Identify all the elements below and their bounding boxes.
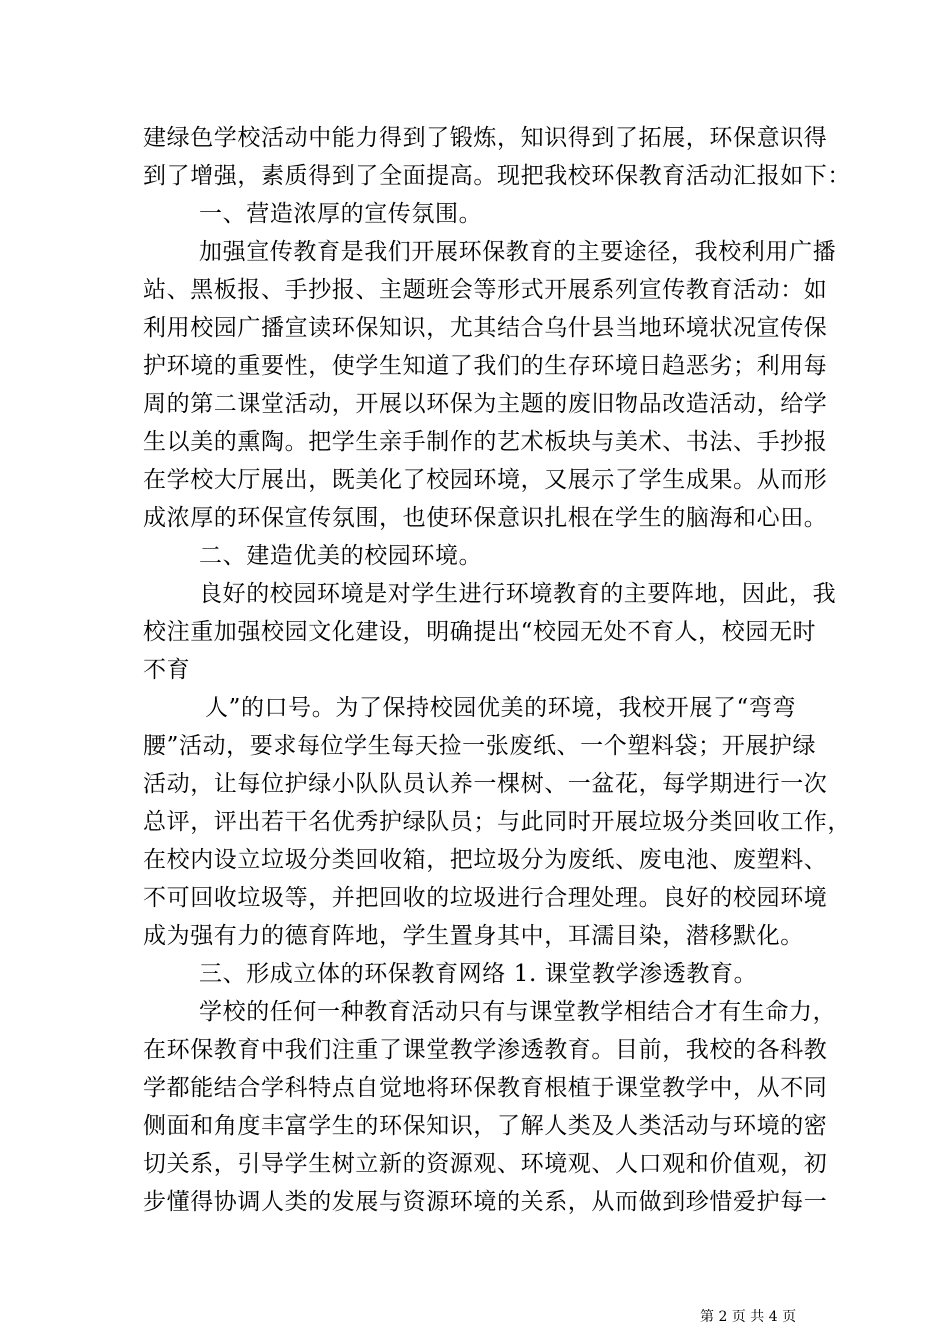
paragraph-line: 加强宣传教育是我们开展环保教育的主要途径，我校利用广播 bbox=[199, 239, 837, 265]
paragraph-line: 利用校园广播宣读环保知识，尤其结合乌什县当地环境状况宣传保 bbox=[143, 315, 828, 341]
paragraph-line: 不育 bbox=[143, 657, 191, 683]
paragraph-line: 侧面和角度丰富学生的环保知识，了解人类及人类活动与环境的密 bbox=[143, 1113, 828, 1139]
paragraph-line: 切关系，引导学生树立新的资源观、环境观、人口观和价值观，初 bbox=[143, 1151, 828, 1177]
section-heading: 一、营造浓厚的宣传氛围。 bbox=[199, 201, 483, 227]
paragraph-line: 站、黑板报、手抄报、主题班会等形式开展系列宣传教育活动：如 bbox=[143, 277, 828, 303]
paragraph-line: 生以美的熏陶。把学生亲手制作的艺术板块与美术、书法、手抄报 bbox=[143, 429, 828, 455]
paragraph-line: 在环保教育中我们注重了课堂教学渗透教育。目前，我校的各科教 bbox=[143, 1037, 828, 1063]
paragraph-line: 在学校大厅展出，既美化了校园环境，又展示了学生成果。从而形 bbox=[143, 467, 828, 493]
section-heading: 二、建造优美的校园环境。 bbox=[199, 543, 483, 569]
page-number: 第 2 页 共 4 页 bbox=[700, 1309, 797, 1325]
paragraph-line: 人”的口号。为了保持校园优美的环境，我校开展了“弯弯 bbox=[205, 695, 797, 721]
paragraph-line: 不可回收垃圾等，并把回收的垃圾进行合理处理。良好的校园环境 bbox=[143, 885, 828, 911]
paragraph-line: 活动，让每位护绿小队队员认养一棵树、一盆花，每学期进行一次 bbox=[143, 771, 828, 797]
paragraph-line: 在校内设立垃圾分类回收箱，把垃圾分为废纸、废电池、废塑料、 bbox=[143, 847, 828, 873]
paragraph-line: 腰”活动，要求每位学生每天捡一张废纸、一个塑料袋；开展护绿 bbox=[143, 733, 817, 759]
paragraph-line: 成为强有力的德育阵地，学生置身其中，耳濡目染，潜移默化。 bbox=[143, 923, 804, 949]
paragraph-line: 学都能结合学科特点自觉地将环保教育根植于课堂教学中，从不同 bbox=[143, 1075, 828, 1101]
paragraph-line: 到了增强，素质得到了全面提高。现把我校环保教育活动汇报如下： bbox=[143, 163, 851, 189]
paragraph-line: 护环境的重要性，使学生知道了我们的生存环境日趋恶劣；利用每 bbox=[143, 353, 828, 379]
paragraph-line: 总评，评出若干名优秀护绿队员；与此同时开展垃圾分类回收工作， bbox=[143, 809, 851, 835]
paragraph-line: 周的第二课堂活动，开展以环保为主题的废旧物品改造活动，给学 bbox=[143, 391, 828, 417]
paragraph-line: 良好的校园环境是对学生进行环境教育的主要阵地，因此，我 bbox=[199, 581, 837, 607]
section-heading: 三、形成立体的环保教育网络 1. 课堂教学渗透教育。 bbox=[199, 961, 758, 987]
paragraph-line: 建绿色学校活动中能力得到了锻炼，知识得到了拓展，环保意识得 bbox=[143, 125, 828, 151]
paragraph-line: 校注重加强校园文化建设，明确提出“校园无处不育人，校园无时 bbox=[143, 619, 817, 645]
paragraph-line: 成浓厚的环保宣传氛围，也使环保意识扎根在学生的脑海和心田。 bbox=[143, 505, 828, 531]
paragraph-line: 步懂得协调人类的发展与资源环境的关系，从而做到珍惜爱护每一 bbox=[143, 1189, 828, 1215]
paragraph-line: 学校的任何一种教育活动只有与课堂教学相结合才有生命力， bbox=[199, 999, 837, 1025]
